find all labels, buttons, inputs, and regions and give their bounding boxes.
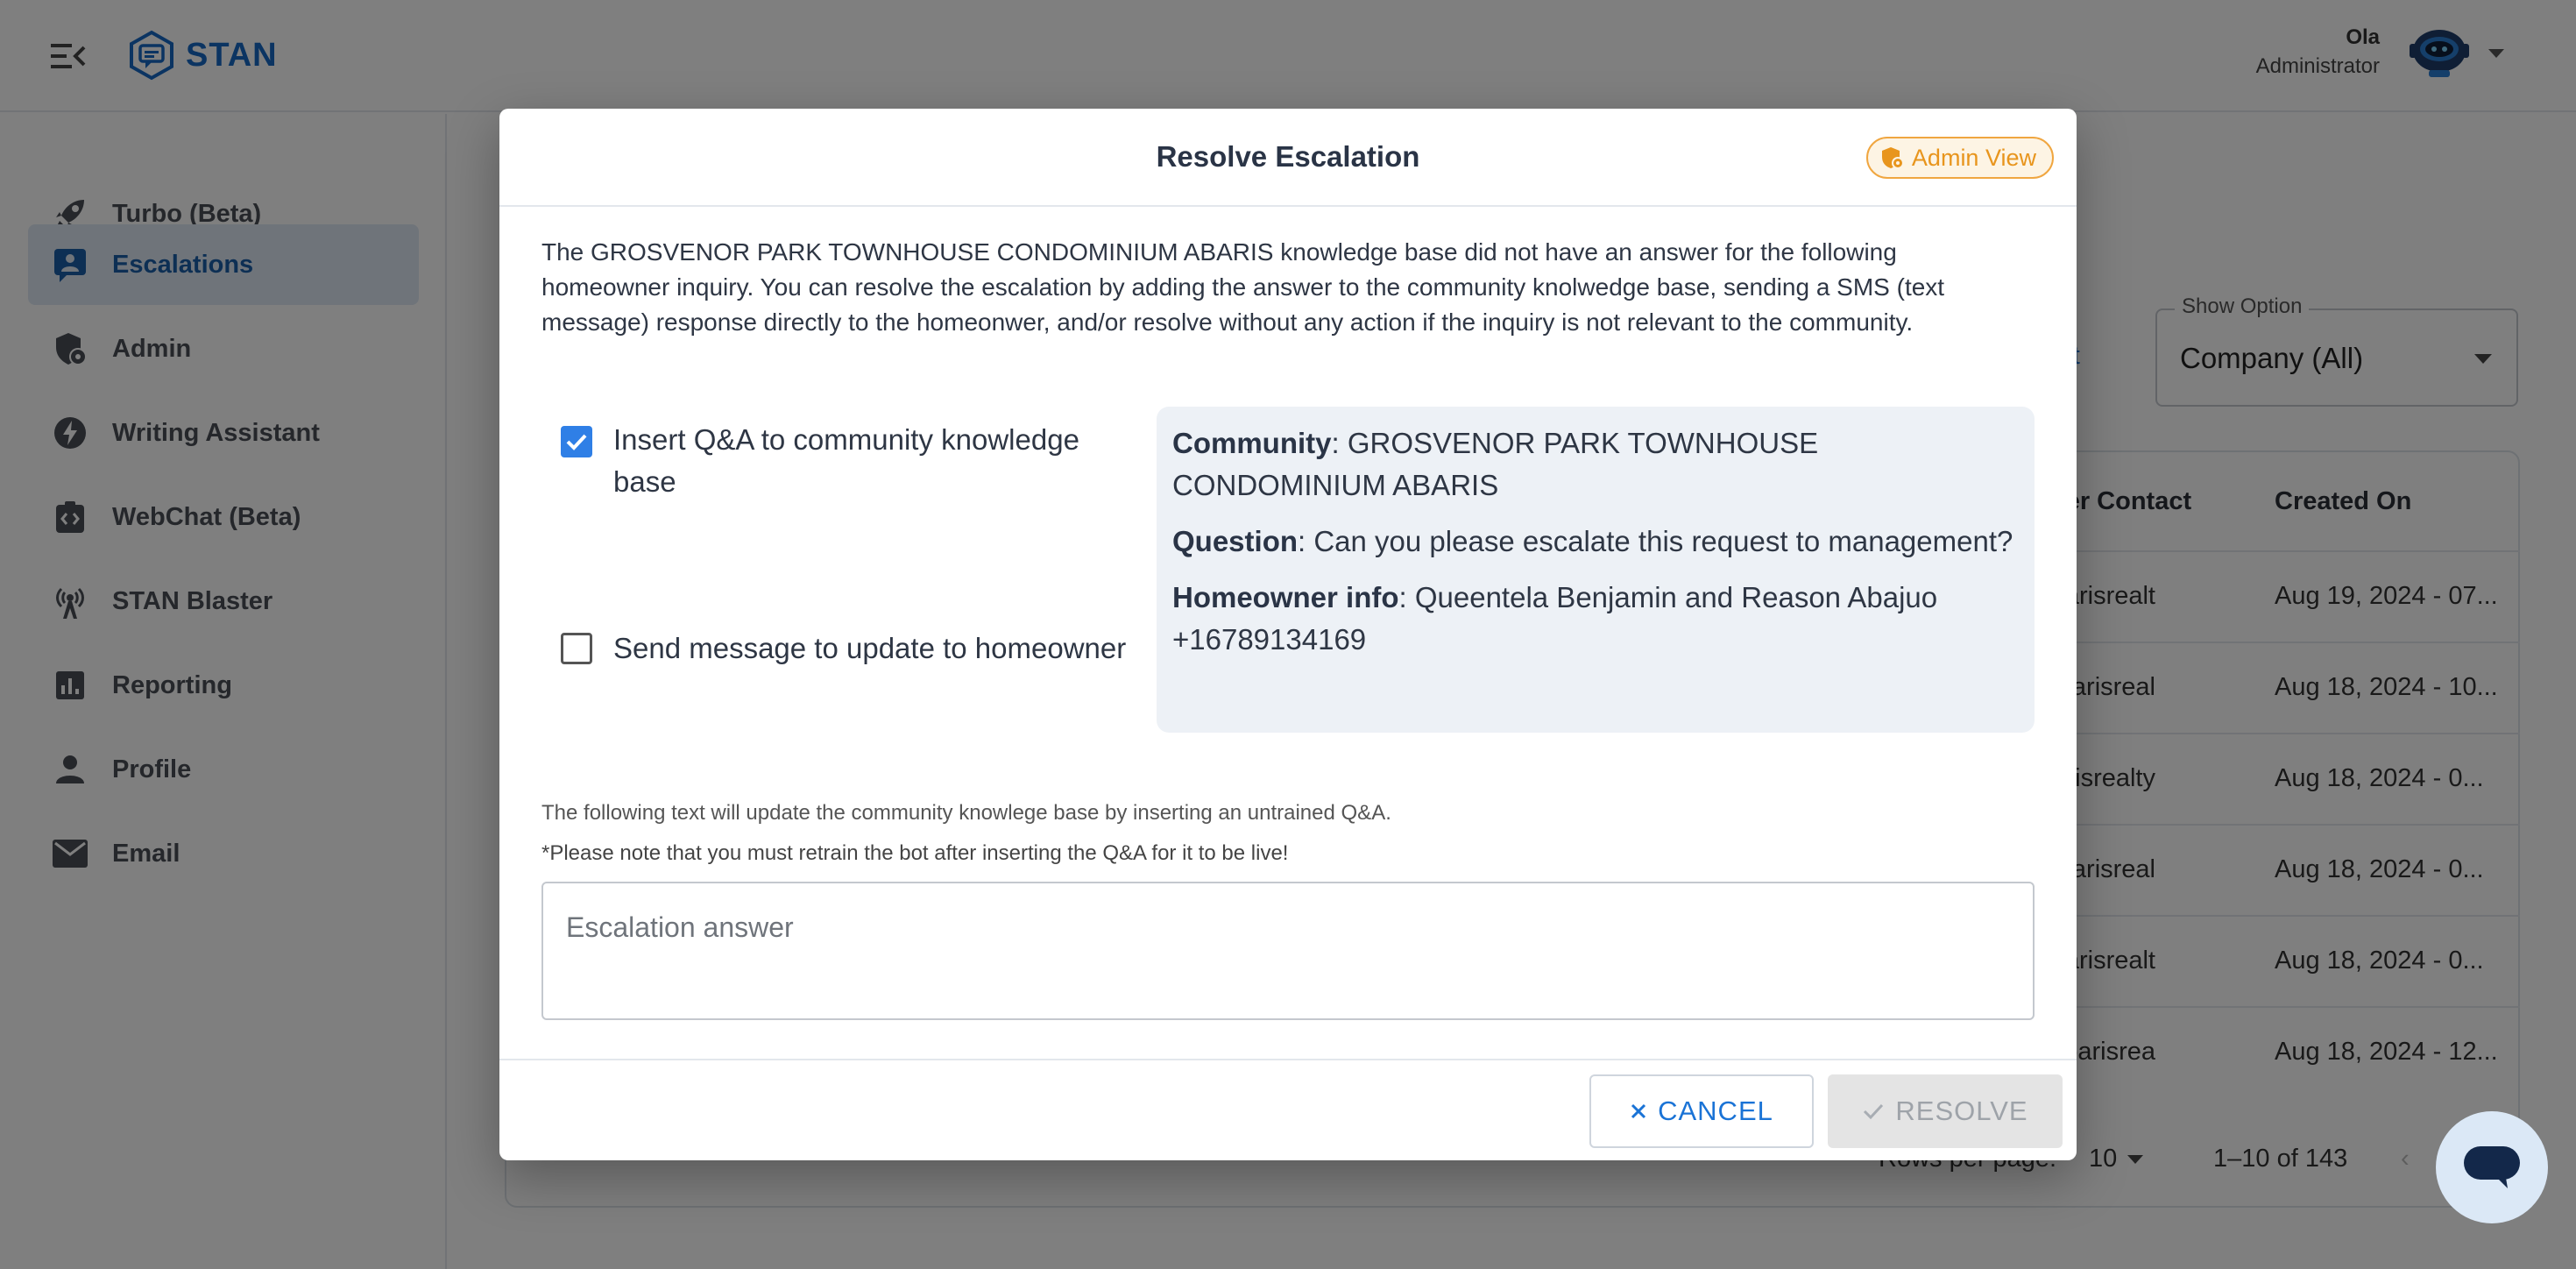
dialog-title: Resolve Escalation [1156, 140, 1420, 173]
option-send-message[interactable] [561, 627, 1157, 670]
kb-update-note: The following text will update the community knowlege base by inserting an untrained Q&A. [541, 801, 1391, 825]
admin-shield-icon [1880, 145, 1905, 170]
resolve-button[interactable] [1828, 1074, 2063, 1148]
admin-view-label: Admin View [1911, 144, 2036, 171]
option-insert-qa[interactable] [561, 419, 1104, 503]
homeowner-info: Homeowner info: Queentela Benjamin and Reason Abajuo +16789134169 [1172, 581, 1938, 656]
cancel-button[interactable] [1589, 1074, 1814, 1148]
send-message-label: Send message to update to homeowner [613, 632, 1127, 664]
cancel-label: CANCEL [1658, 1095, 1773, 1126]
resolve-escalation-dialog [499, 109, 2077, 1160]
question-info: Question: Can you please escalate this request to management? [1172, 525, 2013, 557]
resolve-label: RESOLVE [1895, 1095, 2028, 1126]
close-icon [1630, 1102, 1647, 1120]
checkmark-icon [1862, 1102, 1885, 1121]
insert-qa-checkbox[interactable] [561, 426, 592, 457]
dialog-header [499, 109, 2077, 207]
chat-icon [2462, 1145, 2522, 1190]
community-info: Community: GROSVENOR PARK TOWNHOUSE CONDOMINIUM ABARIS [1172, 427, 1819, 501]
escalation-answer-input[interactable] [541, 882, 2035, 1020]
retrain-warning-note: *Please note that you must retrain the bot after inserting the Q&A for it to be live! [541, 841, 1289, 865]
escalation-info-panel [1157, 407, 2035, 733]
insert-qa-label: Insert Q&A to community knowledge base [613, 423, 1079, 498]
admin-view-badge[interactable] [1866, 137, 2054, 179]
checkmark-icon [565, 432, 588, 451]
send-message-checkbox[interactable] [561, 633, 592, 664]
chat-widget-button[interactable] [2436, 1111, 2548, 1223]
dialog-description: The GROSVENOR PARK TOWNHOUSE CONDOMINIUM ABARIS knowledge base did not have an answer for the following homeowner inquiry. You can resolve the escalation by adding the answer to the community knolwedge base, sending a SMS (text message) response directly to the homeonwer, and/or resolve without any action if the inquiry is not relevant to the community. [541, 238, 1945, 336]
